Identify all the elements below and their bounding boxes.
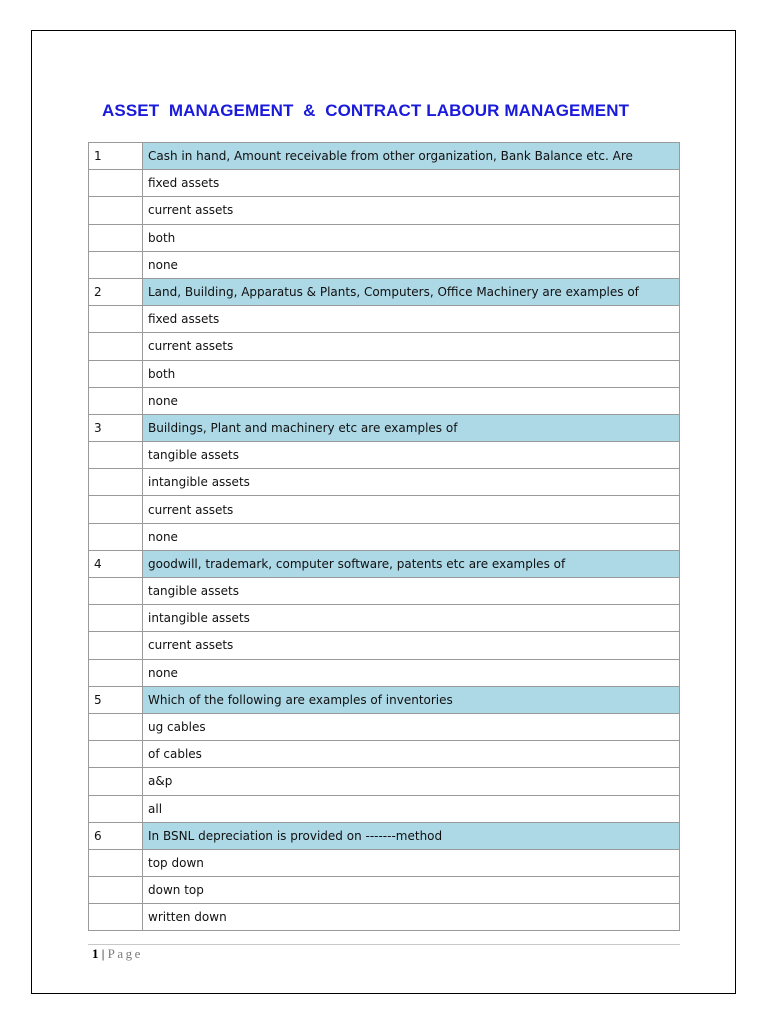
footer-divider (88, 944, 680, 945)
option-number-cell (89, 224, 143, 251)
option-number-cell (89, 306, 143, 333)
footer-separator: | (98, 946, 108, 961)
document-title: ASSET MANAGEMENT & CONTRACT LABOUR MANAGEMENT (102, 101, 630, 120)
option-text: none (143, 523, 680, 550)
option-row (89, 387, 680, 414)
quiz-table (88, 142, 680, 931)
option-number-cell (89, 605, 143, 632)
option-number-cell (89, 877, 143, 904)
option-row (89, 197, 680, 224)
option-number-cell (89, 496, 143, 523)
option-text: none (143, 659, 680, 686)
option-text: top down (143, 849, 680, 876)
option-number-cell (89, 849, 143, 876)
option-text: both (143, 224, 680, 251)
option-row (89, 523, 680, 550)
question-text: Cash in hand, Amount receivable from other organization, Bank Balance etc. Are (143, 143, 680, 170)
option-row (89, 306, 680, 333)
option-text: tangible assets (143, 442, 680, 469)
question-row (89, 550, 680, 577)
option-text: a&p (143, 768, 680, 795)
option-row (89, 170, 680, 197)
option-text: current assets (143, 632, 680, 659)
option-row (89, 496, 680, 523)
option-number-cell (89, 170, 143, 197)
question-number: 1 (89, 143, 143, 170)
option-number-cell (89, 632, 143, 659)
question-text: goodwill, trademark, computer software, patents etc are examples of (143, 550, 680, 577)
option-number-cell (89, 523, 143, 550)
option-number-cell (89, 741, 143, 768)
option-text: of cables (143, 741, 680, 768)
option-number-cell (89, 904, 143, 931)
option-row (89, 578, 680, 605)
question-number: 2 (89, 278, 143, 305)
option-text: intangible assets (143, 605, 680, 632)
question-number: 6 (89, 822, 143, 849)
question-row (89, 686, 680, 713)
option-row (89, 333, 680, 360)
question-number: 3 (89, 414, 143, 441)
question-number: 4 (89, 550, 143, 577)
option-row (89, 442, 680, 469)
option-text: down top (143, 877, 680, 904)
option-row (89, 741, 680, 768)
option-text: ug cables (143, 713, 680, 740)
option-number-cell (89, 387, 143, 414)
option-number-cell (89, 768, 143, 795)
option-number-cell (89, 360, 143, 387)
page-footer (92, 946, 143, 962)
option-number-cell (89, 469, 143, 496)
option-row (89, 224, 680, 251)
option-text: both (143, 360, 680, 387)
option-text: tangible assets (143, 578, 680, 605)
option-number-cell (89, 795, 143, 822)
option-row (89, 904, 680, 931)
option-row (89, 632, 680, 659)
option-number-cell (89, 251, 143, 278)
option-text: current assets (143, 197, 680, 224)
option-number-cell (89, 197, 143, 224)
option-text: current assets (143, 333, 680, 360)
question-row (89, 414, 680, 441)
option-number-cell (89, 578, 143, 605)
option-number-cell (89, 659, 143, 686)
option-number-cell (89, 442, 143, 469)
option-text: all (143, 795, 680, 822)
question-row (89, 278, 680, 305)
question-text: In BSNL depreciation is provided on -------method (143, 822, 680, 849)
option-number-cell (89, 713, 143, 740)
option-row (89, 251, 680, 278)
option-text: intangible assets (143, 469, 680, 496)
question-text: Which of the following are examples of inventories (143, 686, 680, 713)
option-text: fixed assets (143, 170, 680, 197)
option-row (89, 849, 680, 876)
question-text: Land, Building, Apparatus & Plants, Computers, Office Machinery are examples of (143, 278, 680, 305)
quiz-table-body (89, 143, 680, 931)
option-row (89, 605, 680, 632)
footer-page-number: 1 (92, 946, 99, 961)
option-text: written down (143, 904, 680, 931)
option-number-cell (89, 333, 143, 360)
footer-page-word: Page (107, 946, 143, 961)
question-row (89, 822, 680, 849)
option-row (89, 877, 680, 904)
option-row (89, 659, 680, 686)
option-row (89, 469, 680, 496)
option-row (89, 768, 680, 795)
question-row (89, 143, 680, 170)
question-number: 5 (89, 686, 143, 713)
option-row (89, 795, 680, 822)
option-text: none (143, 251, 680, 278)
question-text: Buildings, Plant and machinery etc are examples of (143, 414, 680, 441)
option-row (89, 360, 680, 387)
option-row (89, 713, 680, 740)
option-text: current assets (143, 496, 680, 523)
option-text: fixed assets (143, 306, 680, 333)
option-text: none (143, 387, 680, 414)
